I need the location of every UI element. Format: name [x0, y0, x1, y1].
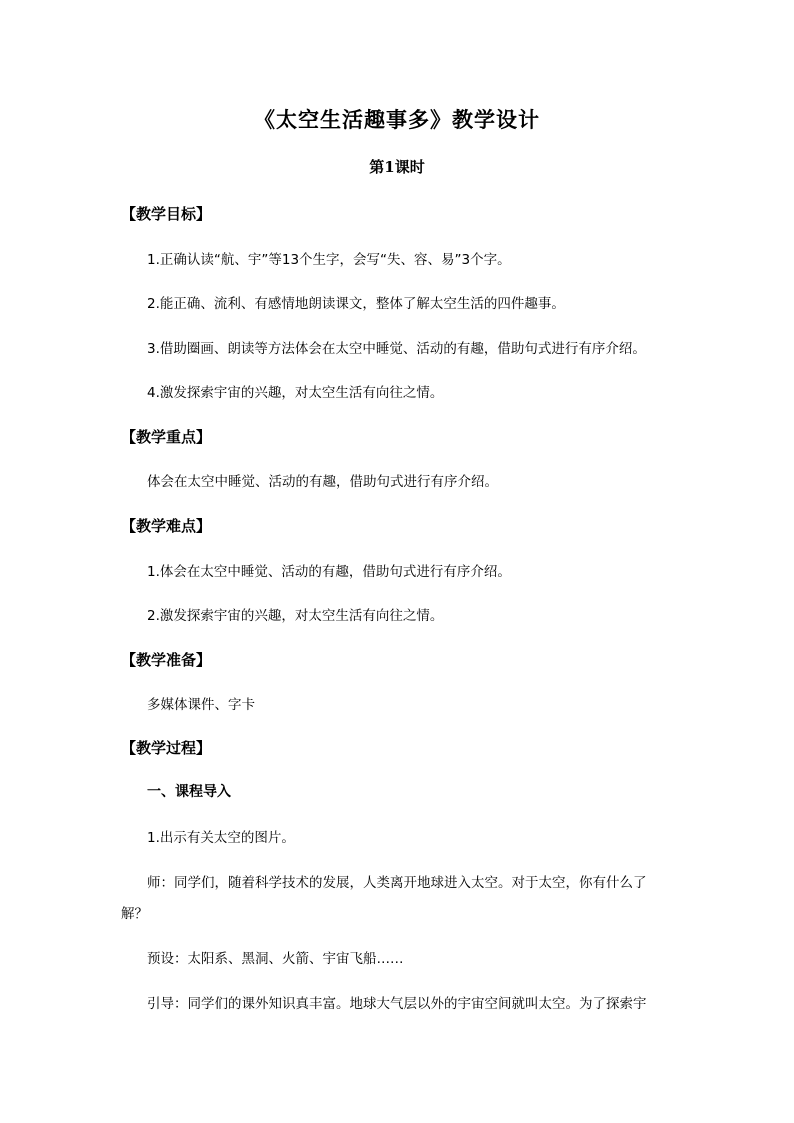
preparation-heading: 【教学准备】	[121, 651, 212, 669]
section-heading: 一、课程导入	[147, 784, 231, 800]
teacher-line-continued: 解？	[121, 906, 148, 922]
guide-line: 引导：同学们的课外知识真丰富。地球大气层以外的宇宙空间就叫太空。为了探索宇	[147, 996, 647, 1012]
objectives-heading: 【教学目标】	[121, 205, 212, 223]
lesson-period: 第1课时	[369, 158, 425, 176]
difficulty-item: 2.激发探索宇宙的兴趣，对太空生活有向往之情。	[147, 608, 444, 624]
document-title: 《太空生活趣事多》教学设计	[254, 107, 540, 132]
process-heading: 【教学过程】	[121, 739, 212, 757]
objective-item: 1.正确认读“航、宇”等13个生字，会写“失、容、易”3个字。	[147, 252, 511, 268]
difficulty-item: 1.体会在太空中睡觉、活动的有趣，借助句式进行有序介绍。	[147, 564, 511, 580]
objective-item: 4.激发探索宇宙的兴趣，对太空生活有向往之情。	[147, 385, 444, 401]
teacher-line: 师：同学们，随着科学技术的发展，人类离开地球进入太空。对于太空，你有什么了	[147, 875, 647, 891]
preset-answer: 预设：太阳系、黑洞、火箭、宇宙飞船……	[147, 951, 404, 967]
objective-item: 2.能正确、流利、有感情地朗读课文，整体了解太空生活的四件趣事。	[147, 296, 565, 312]
preparation-text: 多媒体课件、字卡	[147, 697, 255, 713]
key-points-heading: 【教学重点】	[121, 428, 212, 446]
difficulties-heading: 【教学难点】	[121, 517, 212, 535]
key-points-text: 体会在太空中睡觉、活动的有趣，借助句式进行有序介绍。	[147, 474, 498, 490]
process-step: 1.出示有关太空的图片。	[147, 830, 295, 846]
objective-item: 3.借助圈画、朗读等方法体会在太空中睡觉、活动的有趣，借助句式进行有序介绍。	[147, 341, 646, 357]
